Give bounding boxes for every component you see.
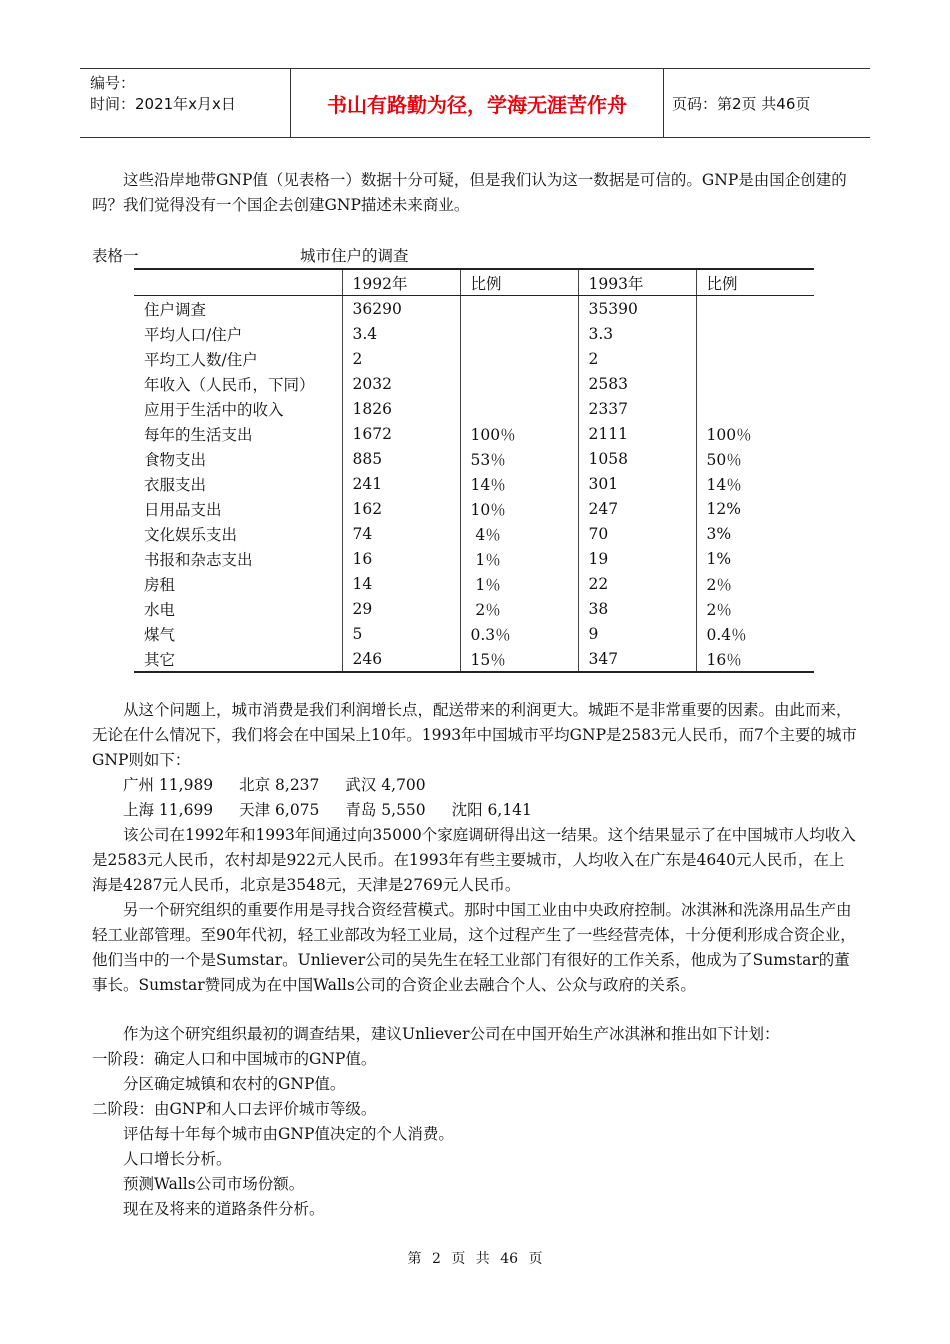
table-row-label: 应用于生活中的收入: [144, 400, 284, 419]
income-paragraph: 该公司在1992年和1993年间通过向35000个家庭调研得出这一结果。这个结果显示了在中国城市人均收入是2583元人民币，农村却是922元人民币。在1993年有些主要城市，人均收入在广东是4640元人民币，在上海是4287元人民币，北京是3548元，天津是2769元人民币。: [92, 826, 856, 894]
table-row: [134, 571, 814, 596]
table-header-cell: 1993年: [578, 269, 696, 296]
table-cell: [460, 296, 578, 322]
table-cell: 347: [578, 646, 696, 672]
table-cell: [696, 346, 814, 371]
table-cell: 162: [342, 496, 460, 521]
table-cell: 5: [342, 621, 460, 646]
city-gnp-item: 沈阳 6,141: [451, 801, 532, 819]
table-cell: 3%: [696, 521, 814, 546]
table-row: [134, 646, 814, 672]
table-cell: 885: [342, 446, 460, 471]
table-row-label: 书报和杂志支出: [144, 550, 253, 569]
table-body: [134, 296, 814, 673]
table-row-label: 每年的生活支出: [144, 425, 253, 444]
table-cell: 2: [578, 346, 696, 371]
table-cell: 1058: [578, 446, 696, 471]
table-cell: 15％: [460, 646, 578, 672]
table-cell: 0.3％: [460, 621, 578, 646]
table-cell: 12%: [696, 496, 814, 521]
table-cell: 2: [342, 346, 460, 371]
city-gnp-line-1: [123, 773, 426, 798]
joint-venture-paragraph: 另一个研究组织的重要作用是寻找合资经营模式。那时中国工业由中央政府控制。冰淇淋和洗涤用品生产由轻工业部管理。至90年代初，轻工业部改为轻工业局，这个过程产生了一些经营壳体，十分便利形成合资企业，他们当中的一个是Sumstar。Unliever公司的吴先生在轻工业部门有很好的工作关系，他成为了Sumstar的董事长。Sumstar赞同成为在中国Walls公司的合资企业去融合个人、公众与政府的关系。: [92, 901, 856, 994]
plan-stage-2: 二阶段：由GNP和人口去评价城市等级。: [92, 1100, 377, 1118]
header-motto-cell: [290, 69, 664, 137]
table-header-row: [134, 269, 814, 296]
table-cell: 1672: [342, 421, 460, 446]
table-cell: 241: [342, 471, 460, 496]
table-cell: 0.4％: [696, 621, 814, 646]
table-cell: 2％: [696, 571, 814, 596]
table-cell: 29: [342, 596, 460, 621]
city-gnp-line-2: [123, 798, 532, 823]
table-cell: 22: [578, 571, 696, 596]
table-row: [134, 421, 814, 446]
page-footer: [0, 1248, 950, 1268]
plan-intro-paragraph: 作为这个研究组织最初的调查结果，建议Unliever公司在中国开始生产冰淇淋和推出如下计划：: [123, 1025, 780, 1043]
table-cell: 36290: [342, 296, 460, 322]
table-cell: 10％: [460, 496, 578, 521]
table-row-label: 平均工人数/住户: [144, 350, 258, 369]
table-row: [134, 371, 814, 396]
table-cell: [696, 296, 814, 322]
table-row: [134, 596, 814, 621]
table-header-cell: [134, 269, 342, 296]
table-cell: 14％: [696, 471, 814, 496]
table-cell: 38: [578, 596, 696, 621]
table-cell: [460, 321, 578, 346]
table-row: [134, 546, 814, 571]
intro-paragraph: 这些沿岸地带GNP值（见表格一）数据十分可疑，但是我们认为这一数据是可信的。GNP是由国企创建的吗？我们觉得没有一个国企去创建GNP描述未来商业。: [92, 171, 847, 214]
table-row: [134, 446, 814, 471]
serial-label: 编号：: [90, 74, 136, 92]
plan-stage-2-item: 现在及将来的道路条件分析。: [123, 1200, 325, 1218]
table-cell: 16％: [696, 646, 814, 672]
table-row-label: 平均人口/住户: [144, 325, 243, 344]
table-cell: 16: [342, 546, 460, 571]
plan-stage-2-item: 评估每十年每个城市由GNP值决定的个人消费。: [123, 1125, 454, 1143]
table-cell: [460, 346, 578, 371]
table-row: [134, 321, 814, 346]
city-gnp-item: 上海 11,699: [123, 801, 214, 819]
table-row: [134, 346, 814, 371]
table-row: [134, 296, 814, 322]
table-cell: 2337: [578, 396, 696, 421]
table-row-label: 日用品支出: [144, 500, 222, 519]
table-cell: 1%: [696, 546, 814, 571]
table-row: [134, 521, 814, 546]
table-header-cell: 1992年: [342, 269, 460, 296]
table-row-label: 年收入（人民币，下同）: [144, 375, 315, 394]
table-cell: 53％: [460, 446, 578, 471]
table-cell: [460, 371, 578, 396]
page-header: [80, 68, 870, 138]
plan-stage-1-sub: 分区确定城镇和农村的GNP值。: [123, 1075, 346, 1093]
table-row: [134, 471, 814, 496]
table-row-label: 衣服支出: [144, 475, 207, 494]
time-label: 时间：2021年x月x日: [90, 95, 236, 113]
table-cell: 4％: [460, 521, 578, 546]
table-cell: 19: [578, 546, 696, 571]
table-cell: 1％: [460, 546, 578, 571]
table-row: [134, 396, 814, 421]
footer-text: 共: [475, 1251, 490, 1267]
table-cell: 2583: [578, 371, 696, 396]
table-cell: 2111: [578, 421, 696, 446]
footer-page-number: 2: [431, 1251, 441, 1267]
table-cell: [696, 396, 814, 421]
table-cell: 100％: [460, 421, 578, 446]
table-row-label: 房租: [144, 575, 176, 594]
table-cell: [460, 396, 578, 421]
page-label: 页码：第2页 共46页: [672, 94, 811, 113]
plan-stage-1: 一阶段：确定人口和中国城市的GNP值。: [92, 1050, 377, 1068]
plan-stage-2-item: 人口增长分析。: [123, 1150, 232, 1168]
footer-page-total: 46: [500, 1251, 519, 1267]
table-cell: 14: [342, 571, 460, 596]
table-cell: 70: [578, 521, 696, 546]
table-row-label: 住户调查: [144, 300, 207, 319]
table-row-label: 煤气: [144, 625, 176, 644]
table-row: [134, 621, 814, 646]
table-cell: 2％: [460, 596, 578, 621]
header-motto: 书山有路勤为径，学海无涯苦作舟: [327, 92, 627, 117]
city-consumption-paragraph: 从这个问题上，城市消费是我们利润增长点，配送带来的利润更大。城距不是非常重要的因素。由此而来，无论在什么情况下，我们将会在中国呆上10年。1993年中国城市平均GNP是2583元人民币，而7个主要的城市GNP则如下：: [92, 701, 857, 769]
table-cell: 2032: [342, 371, 460, 396]
table-cell: 2％: [696, 596, 814, 621]
city-gnp-item: 广州 11,989: [123, 776, 214, 794]
table-cell: 100％: [696, 421, 814, 446]
table-cell: 301: [578, 471, 696, 496]
city-gnp-item: 北京 8,237: [239, 776, 320, 794]
city-gnp-item: 天津 6,075: [239, 801, 320, 819]
footer-text: 页: [528, 1251, 543, 1267]
table-cell: 9: [578, 621, 696, 646]
table-cell: 3.3: [578, 321, 696, 346]
table-row-label: 其它: [144, 650, 176, 669]
table-row: [134, 496, 814, 521]
table-cell: 50％: [696, 446, 814, 471]
table-cell: 74: [342, 521, 460, 546]
table-row-label: 食物支出: [144, 450, 207, 469]
city-gnp-item: 武汉 4,700: [345, 776, 426, 794]
table-cell: 35390: [578, 296, 696, 322]
table-header-cell: 比例: [460, 269, 578, 296]
table-cell: [696, 371, 814, 396]
table-row-label: 水电: [144, 600, 176, 619]
table-title: 城市住户的调查: [300, 247, 409, 265]
header-meta: [80, 69, 290, 137]
table-header-cell: 比例: [696, 269, 814, 296]
city-gnp-item: 青岛 5,550: [345, 801, 426, 819]
table-cell: 14％: [460, 471, 578, 496]
plan-stage-2-item: 预测Walls公司市场份额。: [123, 1175, 305, 1193]
table-label: 表格一: [92, 247, 139, 265]
footer-text: 第: [407, 1251, 422, 1267]
table-cell: 247: [578, 496, 696, 521]
survey-table: [134, 268, 814, 673]
table-cell: [696, 321, 814, 346]
header-page-info: [664, 69, 870, 137]
table-cell: 1％: [460, 571, 578, 596]
table-cell: 3.4: [342, 321, 460, 346]
table-row-label: 文化娱乐支出: [144, 525, 238, 544]
footer-text: 页: [451, 1251, 466, 1267]
table-cell: 246: [342, 646, 460, 672]
table-cell: 1826: [342, 396, 460, 421]
